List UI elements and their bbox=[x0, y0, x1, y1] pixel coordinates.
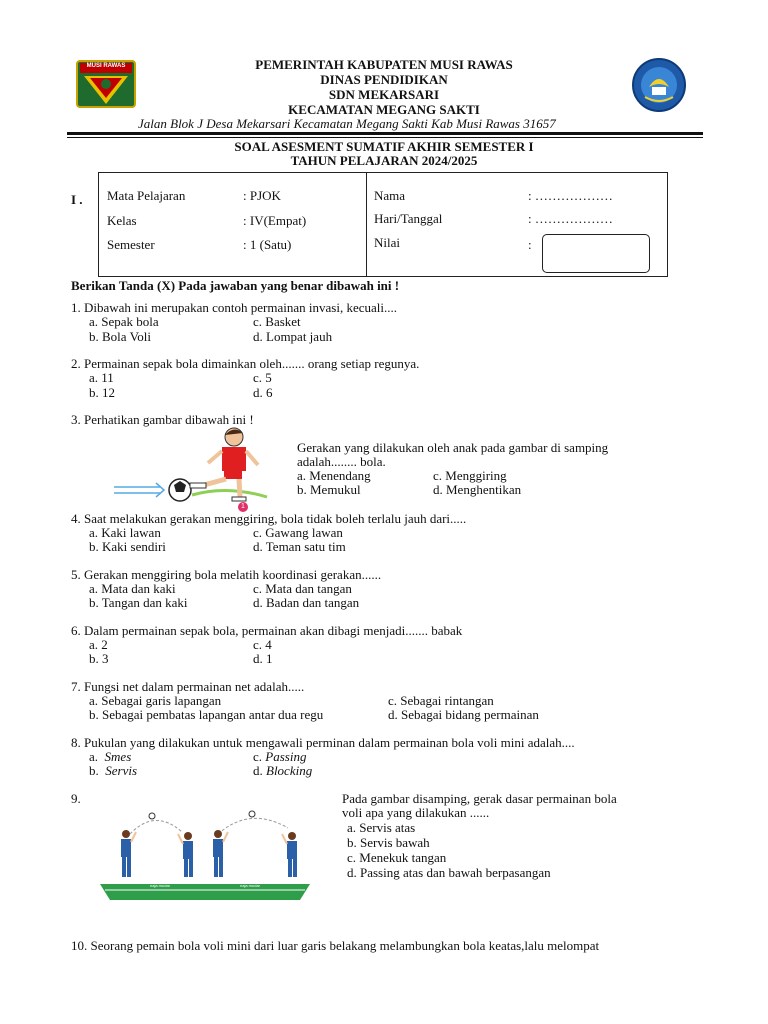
q8-option-b-text: Servis bbox=[105, 763, 138, 778]
nilai-label: Nilai bbox=[374, 235, 400, 250]
q6-option-d[interactable]: d. 1 bbox=[253, 651, 273, 666]
question-2: 2. Permainan sepak bola dimainkan oleh....... orang setiap regunya. bbox=[71, 356, 420, 371]
header-line-4: KECAMATAN MEGANG SAKTI bbox=[288, 102, 480, 117]
header-address: Jalan Blok J Desa Mekarsari Kecamatan Megang Sakti Kab Musi Rawas 31657 bbox=[138, 116, 556, 131]
q1-option-b[interactable]: b. Bola Voli bbox=[89, 329, 152, 344]
q1-option-d[interactable]: d. Lompat jauh bbox=[253, 329, 333, 344]
q3-option-a[interactable]: a. Menendang bbox=[297, 468, 371, 483]
q6-option-a[interactable]: a. 2 bbox=[89, 637, 108, 652]
question-3: 3. Perhatikan gambar dibawah ini ! bbox=[71, 412, 254, 427]
q3-option-b[interactable]: b. Memukul bbox=[297, 482, 361, 497]
hari-value: : ……………… bbox=[528, 211, 613, 226]
volleyball-passing-illustration bbox=[100, 808, 310, 900]
nama-value: : ……………… bbox=[528, 188, 613, 203]
logo-left-text: MUSI RAWAS bbox=[86, 63, 126, 69]
semester-label: Semester bbox=[107, 237, 155, 252]
q2-option-b[interactable]: b. 12 bbox=[89, 385, 115, 400]
q8-option-b[interactable] bbox=[89, 764, 137, 778]
q7-option-a[interactable]: a. Sebagai garis lapangan bbox=[89, 693, 222, 708]
q3-option-c[interactable]: c. Menggiring bbox=[433, 468, 507, 483]
q2-option-c[interactable]: c. 5 bbox=[253, 370, 272, 385]
q3-text-1: Gerakan yang dilakukan oleh anak pada gambar di samping bbox=[297, 440, 609, 455]
question-7: 7. Fungsi net dalam permainan net adalah..... bbox=[71, 679, 305, 694]
q8-option-a-prefix: a. bbox=[89, 749, 99, 764]
question-1: 1. Dibawah ini merupakan contoh permainan invasi, kecuali.... bbox=[71, 300, 397, 315]
question-8: 8. Pukulan yang dilakukan untuk mengawali perminan dalam permainan bola voli mini adalah.... bbox=[71, 735, 575, 750]
nilai-value: : bbox=[528, 237, 532, 252]
q7-option-d[interactable]: d. Sebagai bidang permainan bbox=[388, 707, 539, 722]
q1-option-a[interactable]: a. Sepak bola bbox=[89, 314, 159, 329]
q9-text-2: voli apa yang dilakukan ...... bbox=[342, 805, 490, 820]
q3-text-2: adalah........ bola. bbox=[297, 454, 386, 469]
q9-option-c[interactable]: c. Menekuk tangan bbox=[347, 850, 447, 865]
q3-option-d[interactable]: d. Menghentikan bbox=[433, 482, 522, 497]
nama-label: Nama bbox=[374, 188, 406, 203]
court-label-1: naja mudar bbox=[150, 883, 171, 888]
q5-option-a[interactable]: a. Mata dan kaki bbox=[89, 581, 176, 596]
q9-text-1: Pada gambar disamping, gerak dasar permainan bola bbox=[342, 791, 617, 806]
header-line-1: PEMERINTAH KABUPATEN MUSI RAWAS bbox=[255, 57, 513, 72]
q1-option-c[interactable]: c. Basket bbox=[253, 314, 301, 329]
hari-label: Hari/Tanggal bbox=[374, 211, 443, 226]
q2-option-d[interactable]: d. 6 bbox=[253, 385, 273, 400]
q8-option-c-prefix: c. bbox=[253, 749, 263, 764]
q6-option-b[interactable]: b. 3 bbox=[89, 651, 109, 666]
question-4: 4. Saat melakukan gerakan menggiring, bola tidak boleh terlalu jauh dari..... bbox=[71, 511, 467, 526]
q8-option-a-text: Smes bbox=[104, 749, 132, 764]
header-divider-thin bbox=[67, 137, 703, 138]
semester-value: : 1 (Satu) bbox=[243, 237, 292, 252]
nilai-score-box[interactable] bbox=[542, 234, 650, 273]
mapel-value: : PJOK bbox=[243, 188, 281, 203]
q7-option-b[interactable]: b. Sebagai pembatas lapangan antar dua regu bbox=[89, 707, 324, 722]
q4-option-b[interactable]: b. Kaki sendiri bbox=[89, 539, 166, 554]
q2-option-a[interactable]: a. 11 bbox=[89, 370, 114, 385]
q9-option-b[interactable]: b. Servis bawah bbox=[347, 835, 430, 850]
q5-option-d[interactable]: d. Badan dan tangan bbox=[253, 595, 360, 610]
question-9: 9. bbox=[71, 791, 81, 806]
header-line-3: SDN MEKARSARI bbox=[328, 87, 440, 102]
q8-option-b-prefix: b. bbox=[89, 763, 99, 778]
q7-option-c[interactable]: c. Sebagai rintangan bbox=[388, 693, 494, 708]
q6-option-c[interactable]: c. 4 bbox=[253, 637, 272, 652]
mapel-label: Mata Pelajaran bbox=[107, 188, 186, 203]
question-6: 6. Dalam permainan sepak bola, permainan akan dibagi menjadi....... babak bbox=[71, 623, 463, 638]
q5-option-c[interactable]: c. Mata dan tangan bbox=[253, 581, 352, 596]
info-box-divider bbox=[366, 172, 367, 277]
q8-option-a[interactable] bbox=[89, 750, 131, 764]
kelas-value: : IV(Empat) bbox=[243, 213, 307, 228]
q9-option-d[interactable]: d. Passing atas dan bawah berpasangan bbox=[347, 865, 551, 880]
exam-year: TAHUN PELAJARAN 2024/2025 bbox=[290, 153, 478, 168]
question-5: 5. Gerakan menggiring bola melatih koordinasi gerakan...... bbox=[71, 567, 382, 582]
q4-option-c[interactable]: c. Gawang lawan bbox=[253, 525, 343, 540]
illustration-number: 1 bbox=[241, 503, 245, 510]
q8-option-c-text: Passing bbox=[265, 749, 307, 764]
exam-title: SOAL ASESMENT SUMATIF AKHIR SEMESTER I bbox=[234, 139, 534, 154]
header-divider bbox=[67, 132, 703, 135]
q8-option-d-text: Blocking bbox=[266, 763, 313, 778]
court-label-2: naja mudar bbox=[240, 883, 261, 888]
dribbling-kid-illustration bbox=[112, 425, 272, 513]
kelas-label: Kelas bbox=[107, 213, 137, 228]
q4-option-a[interactable]: a. Kaki lawan bbox=[89, 525, 161, 540]
q4-option-d[interactable]: d. Teman satu tim bbox=[253, 539, 346, 554]
header-line-2: DINAS PENDIDIKAN bbox=[320, 72, 448, 87]
q5-option-b[interactable]: b. Tangan dan kaki bbox=[89, 595, 188, 610]
question-10: 10. Seorang pemain bola voli mini dari luar garis belakang melambungkan bola keatas,lalu melompat bbox=[71, 938, 600, 953]
section-number: I . bbox=[71, 192, 83, 207]
q9-option-a[interactable]: a. Servis atas bbox=[347, 820, 416, 835]
q8-option-d-prefix: d. bbox=[253, 763, 263, 778]
q8-option-d[interactable] bbox=[253, 764, 312, 778]
instruction: Berikan Tanda (X) Pada jawaban yang benar dibawah ini ! bbox=[71, 278, 400, 293]
q8-option-c[interactable] bbox=[253, 750, 306, 764]
